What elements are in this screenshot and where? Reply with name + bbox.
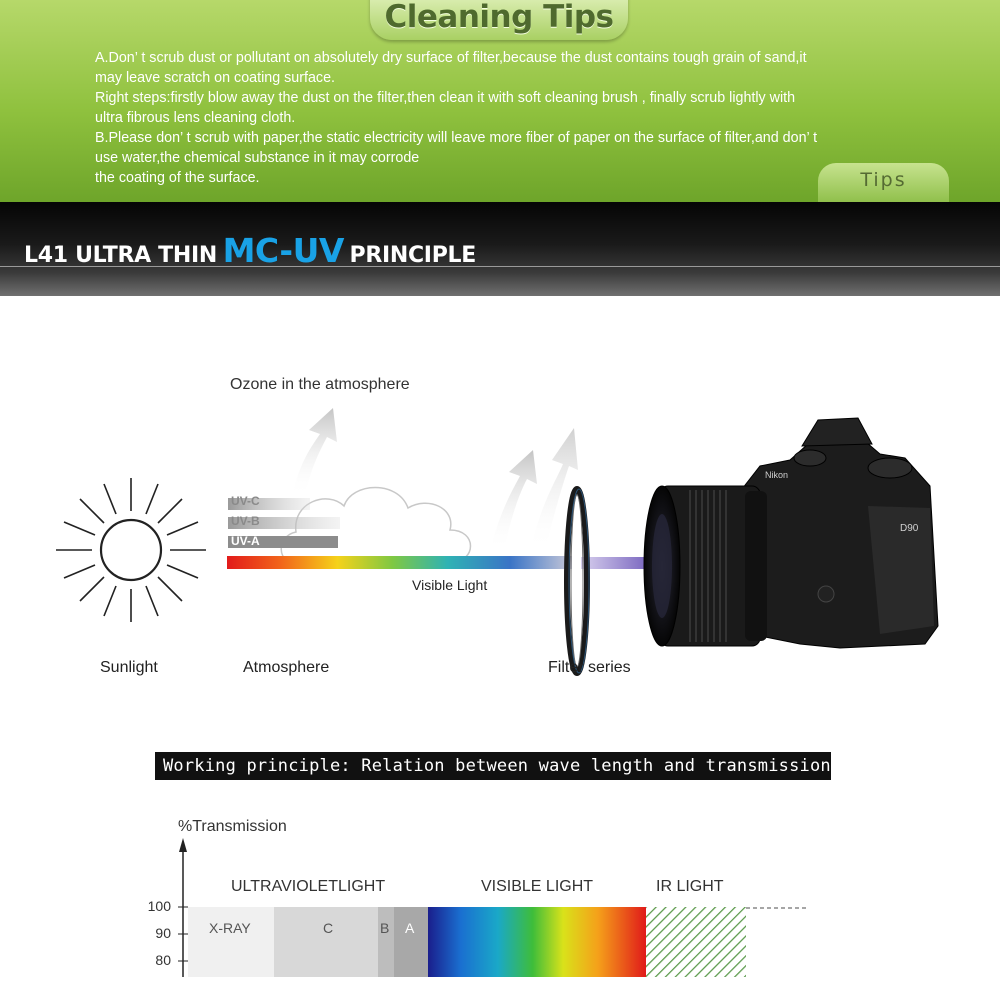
transmission-chart bbox=[0, 800, 1000, 977]
tips-line: the coating of the surface. bbox=[95, 170, 260, 186]
y-tick-label: 90 bbox=[155, 925, 171, 941]
band-uv-a bbox=[394, 907, 428, 977]
camera-model-text: D90 bbox=[900, 523, 919, 534]
band-label-a: A bbox=[405, 920, 415, 936]
tips-line: ultra fibrous lens cleaning cloth. bbox=[95, 110, 296, 126]
filter-caption: Filter series bbox=[548, 659, 631, 676]
band-label-x-ray: X-RAY bbox=[209, 920, 251, 936]
visible-region-label: VISIBLE LIGHT bbox=[481, 878, 594, 895]
tips-tab-label: Tips bbox=[818, 163, 949, 202]
band-label-b: B bbox=[380, 920, 390, 936]
tips-line: may leave scratch on coating surface. bbox=[95, 70, 335, 86]
uv-b-label: UV-B bbox=[231, 514, 260, 528]
uv-principle-diagram bbox=[0, 296, 1000, 736]
uv-a-label: UV-A bbox=[231, 534, 260, 548]
uv-c-label: UV-C bbox=[231, 494, 260, 508]
ozone-label: Ozone in the atmosphere bbox=[230, 376, 410, 393]
tips-line: A.Don’ t scrub dust or pollutant on absolutely dry surface of filter,because the dust contains tough grain of sand,it bbox=[95, 50, 807, 66]
cleaning-tips-title: Cleaning Tips bbox=[384, 0, 614, 35]
tips-line: B.Please don’ t scrub with paper,the static electricity will leave more fiber of paper on the surface of filter,and don’ t bbox=[95, 130, 818, 146]
banner-prefix: L41 ULTRA THIN bbox=[24, 243, 217, 268]
sunlight-caption: Sunlight bbox=[100, 659, 158, 676]
camera-icon bbox=[644, 418, 938, 648]
banner-title bbox=[24, 231, 476, 270]
visible-light-label: Visible Light bbox=[412, 577, 488, 593]
band-ir bbox=[646, 907, 746, 977]
atmosphere-caption: Atmosphere bbox=[243, 659, 330, 676]
uv-region-label: ULTRAVIOLETLIGHT bbox=[231, 878, 386, 895]
band-label-c: C bbox=[323, 920, 334, 936]
band-uv-b bbox=[378, 907, 394, 977]
y-tick-label: 80 bbox=[155, 952, 171, 968]
y-axis-arrow-icon bbox=[179, 838, 187, 852]
reflection-arrow-icon bbox=[490, 428, 578, 551]
banner-highlight: MC-UV bbox=[222, 231, 344, 270]
ir-region-label: IR LIGHT bbox=[656, 878, 724, 895]
reflection-arrow-icon bbox=[292, 408, 337, 496]
visible-spectrum-beam bbox=[227, 556, 572, 569]
working-principle-heading: Working principle: Relation between wave length and transmission bbox=[155, 752, 831, 780]
y-tick-label: 100 bbox=[147, 898, 171, 914]
cleaning-tips-tab bbox=[370, 0, 628, 40]
sun-icon bbox=[56, 478, 206, 622]
cleaning-tips-panel bbox=[0, 0, 1000, 202]
banner-suffix: PRINCIPLE bbox=[349, 243, 476, 268]
band-x-ray bbox=[188, 907, 274, 977]
band-uv-c bbox=[274, 907, 378, 977]
band-visible bbox=[428, 907, 646, 977]
camera-brand-text: Nikon bbox=[765, 470, 789, 480]
tips-line: Right steps:firstly blow away the dust on the filter,then clean it with soft cleaning brush , finally scrub lightly with bbox=[95, 90, 796, 106]
y-axis-label: %Transmission bbox=[178, 818, 287, 835]
tips-line: use water,the chemical substance in it may corrode bbox=[95, 150, 420, 166]
filter-ring-icon bbox=[567, 489, 589, 673]
